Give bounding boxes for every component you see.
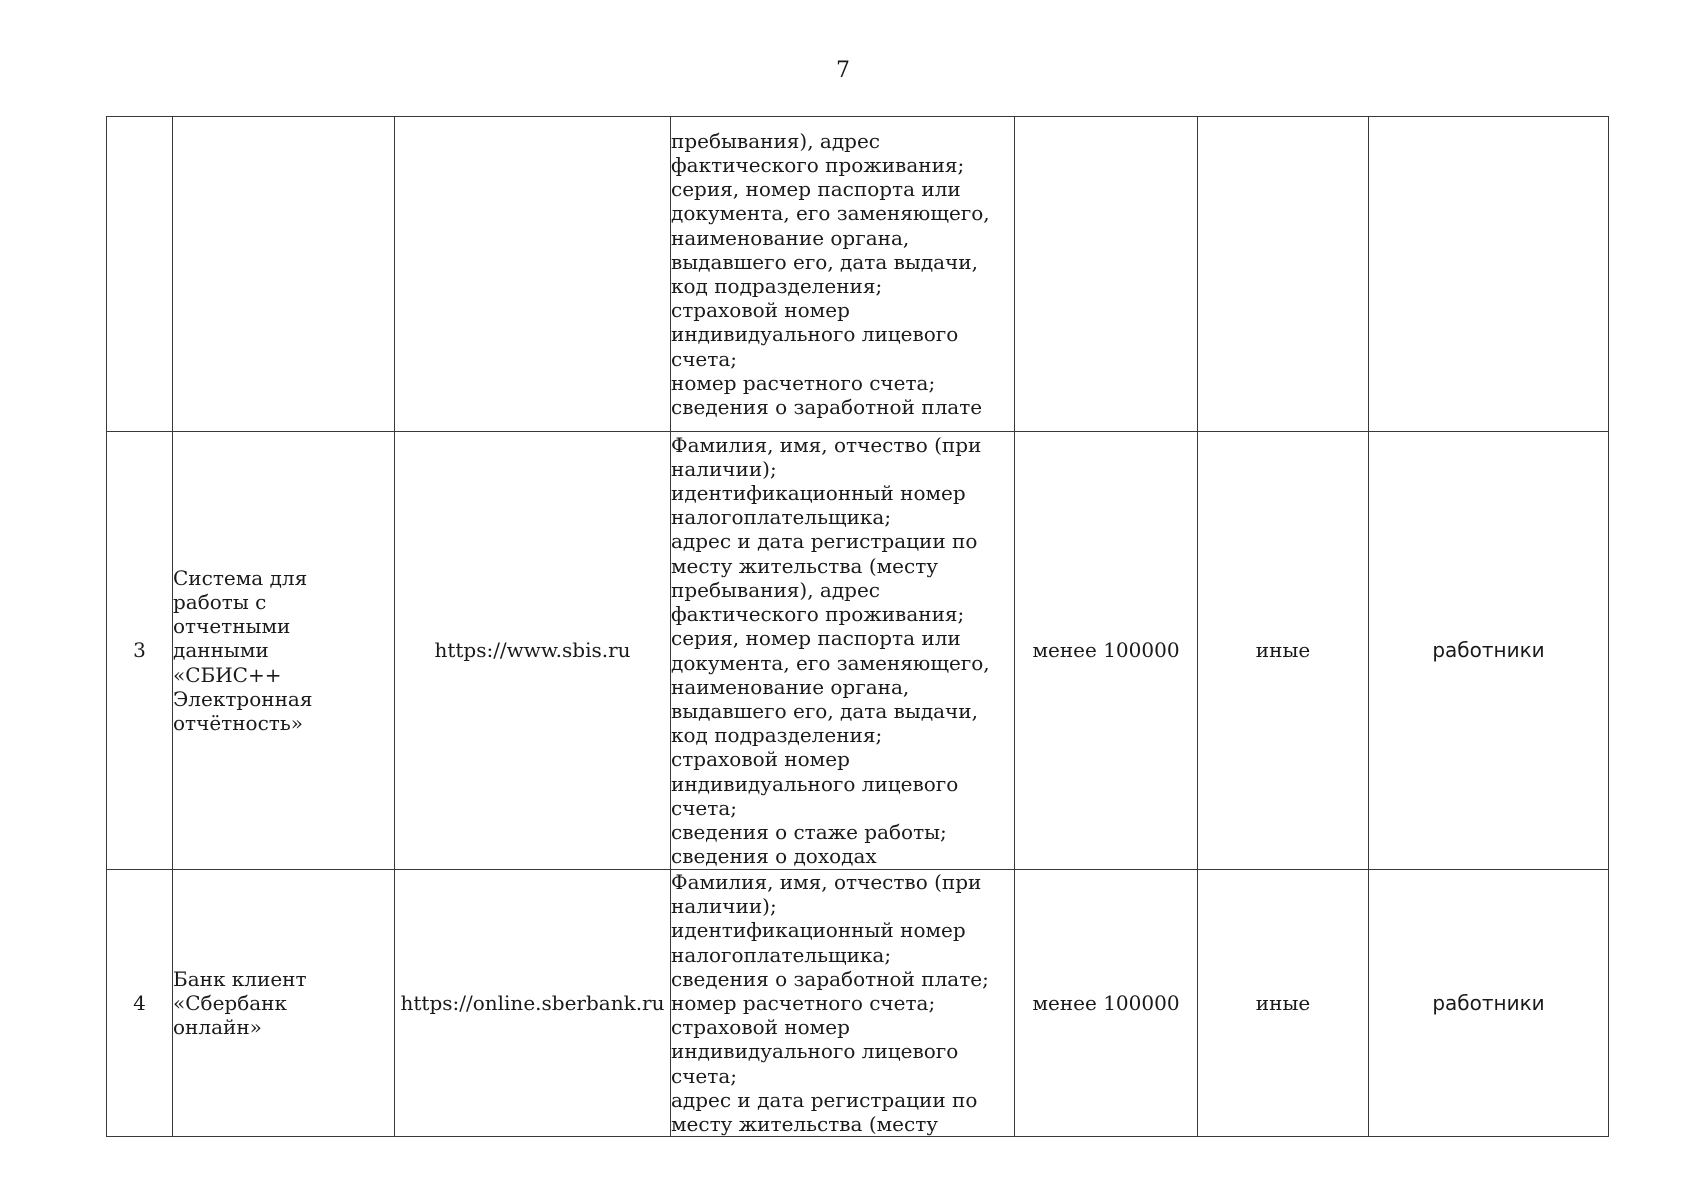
personal-data-line: месту жительства (месту (671, 553, 939, 578)
personal-data-line: наименование органа, (671, 225, 910, 250)
data-category-cell: иные (1198, 432, 1369, 870)
personal-data-line: налогоплательщика; (671, 505, 892, 530)
personal-data-list-cell (671, 117, 1015, 432)
personal-data-line: сведения о стаже работы; (671, 819, 947, 844)
personal-data-line: индивидуального лицевого (671, 771, 959, 796)
personal-data-list-cell (671, 870, 1015, 1137)
table-row (107, 870, 1609, 1137)
personal-data-line: месту жительства (месту (671, 1112, 939, 1137)
personal-data-line: документа, его заменяющего, (671, 201, 990, 226)
personal-data-line: налогоплательщика; (671, 942, 892, 967)
row-number-cell (107, 117, 173, 432)
data-category-cell (1198, 117, 1369, 432)
personal-data-line: документа, его заменяющего, (671, 650, 990, 675)
system-name-line: данными (173, 638, 269, 663)
data-subjects-cell (1369, 117, 1609, 432)
personal-data-line: сведения о заработной плате (671, 395, 983, 420)
system-name-cell (173, 117, 395, 432)
personal-data-line: адрес и дата регистрации по (671, 1087, 978, 1112)
personal-data-line: адрес и дата регистрации по (671, 529, 978, 554)
system-name-cell (173, 432, 395, 870)
personal-data-line: код подразделения; (671, 274, 883, 298)
system-name-line: Банк клиент (173, 966, 307, 991)
personal-data-line: счета; (671, 1063, 737, 1088)
system-name-line: «СБИС++ (173, 662, 282, 687)
personal-data-line: идентификационный номер (671, 918, 966, 943)
personal-data-line: индивидуального лицевого (671, 1039, 959, 1064)
system-url-cell (395, 117, 671, 432)
system-name-line: Система для (173, 565, 308, 590)
table-row (107, 432, 1609, 870)
system-name-line: «Сбербанк (173, 991, 288, 1016)
personal-data-line: серия, номер паспорта или (671, 626, 961, 651)
data-category-cell: иные (1198, 870, 1369, 1137)
personal-data-line: фактического проживания; (671, 152, 965, 177)
personal-data-systems-table (106, 116, 1609, 1137)
row-number-cell: 3 (107, 432, 173, 870)
personal-data-line: страховой номер (671, 747, 850, 772)
system-name-line: отчетными (173, 614, 291, 639)
personal-data-line: пребывания), адрес (671, 128, 880, 153)
system-name-line: работы с (173, 589, 267, 614)
data-subjects-cell: работники (1369, 432, 1609, 870)
personal-data-line: наличии); (671, 456, 777, 481)
system-url-cell: https://online.sberbank.ru (395, 870, 671, 1137)
personal-data-line: наличии); (671, 894, 777, 919)
personal-data-line: сведения о заработной плате; (671, 966, 989, 991)
personal-data-line: счета; (671, 795, 737, 820)
personal-data-line: пребывания), адрес (671, 577, 880, 602)
personal-data-line: сведения о доходах (671, 844, 877, 869)
personal-data-line: код подразделения; (671, 723, 883, 748)
personal-data-line: фактического проживания; (671, 602, 965, 627)
table-row (107, 117, 1609, 432)
personal-data-line: страховой номер (671, 298, 850, 323)
personal-data-line: Фамилия, имя, отчество (при (671, 432, 982, 457)
system-name-line: отчётность» (173, 711, 303, 735)
row-number-cell: 4 (107, 870, 173, 1137)
data-volume-cell: менее 100000 (1015, 432, 1198, 870)
personal-data-line: выдавшего его, дата выдачи, (671, 698, 978, 723)
personal-data-line: номер расчетного счета; (671, 370, 936, 395)
personal-data-line: выдавшего его, дата выдачи, (671, 249, 978, 274)
personal-data-line: счета; (671, 346, 737, 371)
personal-data-line: идентификационный номер (671, 481, 966, 506)
personal-data-list-cell (671, 432, 1015, 870)
data-volume-cell: менее 100000 (1015, 870, 1198, 1137)
data-subjects-cell: работники (1369, 870, 1609, 1137)
system-name-line: Электронная (173, 686, 313, 711)
page-number: 7 (836, 58, 850, 83)
system-name-line: онлайн» (173, 1015, 262, 1040)
system-name-cell (173, 870, 395, 1137)
personal-data-line: номер расчетного счета; (671, 991, 936, 1016)
system-url-cell: https://www.sbis.ru (395, 432, 671, 870)
personal-data-line: Фамилия, имя, отчество (при (671, 870, 982, 894)
data-volume-cell (1015, 117, 1198, 432)
personal-data-line: страховой номер (671, 1015, 850, 1040)
personal-data-line: серия, номер паспорта или (671, 177, 961, 202)
personal-data-line: наименование органа, (671, 674, 910, 699)
personal-data-line: индивидуального лицевого (671, 322, 959, 347)
